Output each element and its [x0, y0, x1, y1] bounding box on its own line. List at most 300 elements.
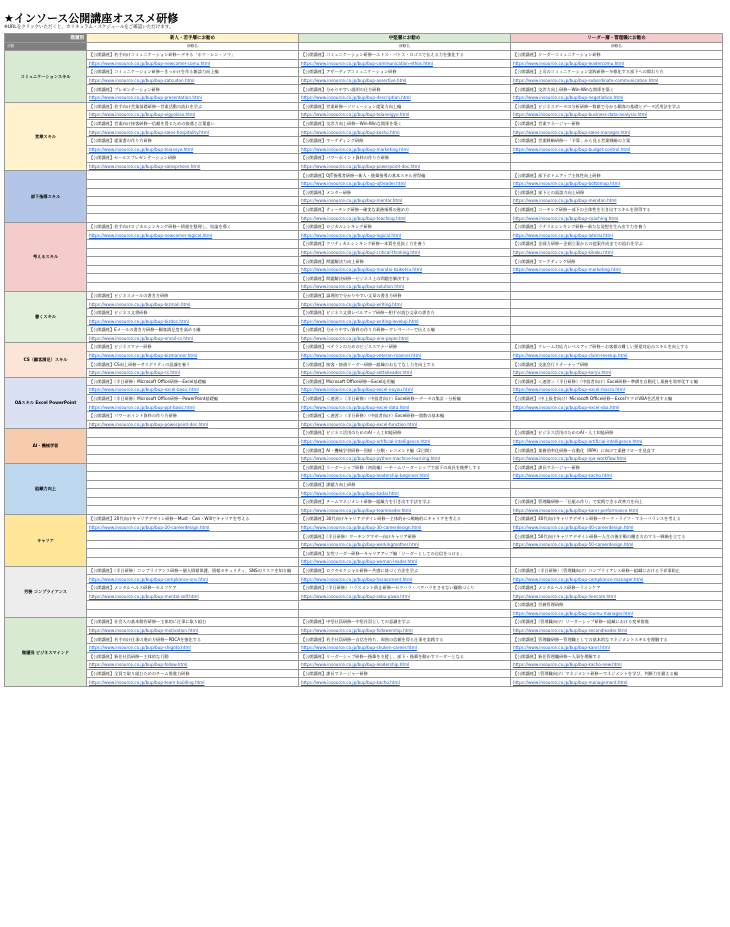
- table-row: [5, 626, 723, 635]
- course-link[interactable]: https://www.insource.co.jp/bup/bup-excel-vba.html: [511, 403, 723, 412]
- course-name: [87, 497, 299, 506]
- course-link[interactable]: https://www.insource.co.jp/bup/bup-newcomer-comu.html: [87, 59, 299, 68]
- course-name: [87, 274, 299, 283]
- course-name: 【公開講座】コーチング研修～部下の主体性を引き出すスキルを習得する: [511, 205, 723, 214]
- table-row: [5, 128, 723, 137]
- course-link[interactable]: https://www.insource.co.jp/bup/bup-negotiation.html: [511, 93, 723, 102]
- course-link: [87, 609, 299, 618]
- course-name: 【公開講座】ビジネスデータの分析研修～数値で分かる顧客の基礎とデータ活用法を学ぶ: [511, 102, 723, 111]
- training-table-body: [5, 34, 723, 687]
- table-row: [5, 308, 723, 317]
- table-row: [5, 609, 723, 618]
- table-row: [5, 197, 723, 206]
- course-link[interactable]: https://www.insource.co.jp/bup/bup-excel-ouyou.html: [299, 386, 511, 395]
- course-link[interactable]: https://www.insource.co.jp/bup/bup-harassment.html: [299, 575, 511, 584]
- table-row: [5, 403, 723, 412]
- course-name: [87, 240, 299, 249]
- course-link[interactable]: https://www.insource.co.jp/bup/bup-kacho.html: [299, 678, 511, 687]
- course-link[interactable]: https://www.insource.co.jp/bup/bup-subordinate-communication.html: [511, 76, 723, 85]
- course-link: [87, 437, 299, 446]
- course-name: 【公開講座】＜速習＞（半日研修）（中級者向け）Excel研修～準備を自動化し業務を効率化する編: [511, 377, 723, 386]
- table-row: [5, 446, 723, 455]
- table-row: [5, 386, 723, 395]
- course-link[interactable]: https://www.insource.co.jp/bup/bup-lateral.html: [511, 231, 723, 240]
- course-link: [511, 300, 723, 309]
- course-link: [87, 265, 299, 274]
- course-name: 【公開講座】営業戦略研修～「予算」から見る営業戦略の立案: [511, 136, 723, 145]
- course-link[interactable]: https://www.insource.co.jp/bup/bup-presentation.html: [87, 93, 299, 102]
- course-name: [87, 480, 299, 489]
- course-name: 【公開講座】ビジネス活用のためのAI・人工知能研修: [299, 429, 511, 438]
- table-row: [5, 643, 723, 652]
- course-link[interactable]: https://www.insource.co.jp/bup/bup-coaching.html: [511, 214, 723, 223]
- course-link: [87, 283, 299, 292]
- table-row: [5, 102, 723, 111]
- course-link: [87, 506, 299, 515]
- course-name: 【公開講座】ビジネス文書研修: [87, 308, 299, 317]
- course-link[interactable]: https://www.insource.co.jp/bup/bup-40-careerdesign.html: [511, 523, 723, 532]
- course-link[interactable]: https://www.insource.co.jp/bup/bup-mondai-kaiketsu.html: [299, 265, 511, 274]
- course-name: 【公開講座】提案書の作り方研修: [87, 136, 299, 145]
- table-row: [5, 661, 723, 670]
- course-name: 【公開講座】リーダーシップ研修～後輩を支援し、部下・後輩を動かすリーダーとなる: [299, 652, 511, 661]
- table-row: [5, 334, 723, 343]
- table-row: [5, 154, 723, 163]
- header-leader: リーダー層・管理職にお勧め: [511, 34, 723, 43]
- table-row: [5, 506, 723, 515]
- course-link[interactable]: https://www.insource.co.jp/bup/bup-kanri.html: [511, 643, 723, 652]
- course-name: 【公開講座】＜速習＞（半日研修）（中級者向け）Excel研修～関数の基本編: [299, 411, 511, 420]
- course-name: [87, 463, 299, 472]
- course-name: 【公開講座】ビジネス活用のためのAI・人工知能研修: [511, 429, 723, 438]
- course-name: [87, 549, 299, 558]
- course-name: [511, 291, 723, 300]
- course-name: 【公開講座】セールスプレゼンテーション研修: [87, 154, 299, 163]
- course-link[interactable]: https://www.insource.co.jp/bup/bup-logical.html: [299, 231, 511, 240]
- table-row: [5, 76, 723, 85]
- course-link[interactable]: https://www.insource.co.jp/bup/bup-bizdoc.html: [87, 317, 299, 326]
- course-name: 【公開講座】交渉力向上研修～Win-Winな関係を築く: [299, 119, 511, 128]
- course-link[interactable]: https://www.insource.co.jp/bup/bup-woman-leader.html: [299, 558, 511, 567]
- table-row: [5, 300, 723, 309]
- course-link[interactable]: https://www.insource.co.jp/bup/bup-leadercomu.html: [511, 59, 723, 68]
- course-link[interactable]: https://www.insource.co.jp/bup/bup-workingmother.html: [299, 540, 511, 549]
- course-name: [511, 411, 723, 420]
- course-link[interactable]: https://www.insource.co.jp/bup/bup-teamleader.html: [299, 506, 511, 515]
- course-link[interactable]: https://www.insource.co.jp/bup/bup-follow.html: [87, 661, 299, 670]
- course-name: 【公開講座】（半日研修）（管理職向け）コンプライアンス研修～組織における不祥事防止: [511, 566, 723, 575]
- course-link[interactable]: https://www.insource.co.jp/bup/bup-kadai.html: [299, 489, 511, 498]
- course-link[interactable]: https://www.insource.co.jp/bup/bup-management.html: [511, 678, 723, 687]
- table-row: [5, 162, 723, 171]
- course-link[interactable]: https://www.insource.co.jp/bup/bup-kacho-new.html: [511, 661, 723, 670]
- course-name: 【公開講座】交渉力向上研修～Win-Winな関係を築く: [511, 85, 723, 94]
- course-link: [511, 558, 723, 567]
- course-name: [511, 480, 723, 489]
- course-link[interactable]: https://www.insource.co.jp/bup/bup-kacho.html: [511, 472, 723, 481]
- course-link: [511, 489, 723, 498]
- course-link[interactable]: https://www.insource.co.jp/bup/bup-rpa-workflow.html: [511, 454, 723, 463]
- course-name: [511, 549, 723, 558]
- table-row: [5, 222, 723, 231]
- course-name: 【公開講座】パワーポイント資料の作り方研修: [87, 411, 299, 420]
- course-link[interactable]: https://www.insource.co.jp/bup/bup-description.html: [299, 93, 511, 102]
- table-row: [5, 111, 723, 120]
- course-name: [511, 326, 723, 335]
- course-link[interactable]: https://www.insource.co.jp/bup/bup-claim-levelup.html: [511, 351, 723, 360]
- course-link[interactable]: https://www.insource.co.jp/bup/bup-sales-hospitality.html: [87, 128, 299, 137]
- course-link[interactable]: https://www.insource.co.jp/bup/bup-team-building.html: [87, 678, 299, 687]
- table-row: [5, 429, 723, 438]
- table-row: [5, 540, 723, 549]
- table-row: [5, 351, 723, 360]
- course-name: 【公開講座】交流会行リテーナップ研修: [511, 360, 723, 369]
- course-name: 【公開講座】論理的で分かりやすい文章の書き方研修: [299, 291, 511, 300]
- course-link: [299, 609, 511, 618]
- table-row: [5, 291, 723, 300]
- course-link[interactable]: https://www.insource.co.jp/bup/bup-powerpoint-doc.html: [299, 162, 511, 171]
- course-name: 【公開講座】クリティカルシンキング研修～本質を見抜く力を養う: [299, 240, 511, 249]
- course-link[interactable]: https://www.insource.co.jp/bup/bup-salespresen.html: [87, 162, 299, 171]
- table-row: [5, 274, 723, 283]
- table-row: [5, 575, 723, 584]
- course-name: 【公開講座】ロジカルシンキング研修: [299, 222, 511, 231]
- header-corner: 階層別: [5, 34, 87, 43]
- course-link: [87, 489, 299, 498]
- category-cell: 労務 コンプライアンス: [5, 566, 87, 618]
- header-midlevel: 中堅層にお勧め: [299, 34, 511, 43]
- category-cell: 考えるスキル: [5, 222, 87, 291]
- course-link[interactable]: https://www.insource.co.jp/bup/bup-artificial-intelligence.html: [299, 437, 511, 446]
- course-name: 【公開講座】分かりやすい資料の作り方研修～ワンペーパーで伝える編: [299, 326, 511, 335]
- course-link[interactable]: https://www.insource.co.jp/bup/bup-one-paper.html: [299, 334, 511, 343]
- table-row: [5, 240, 723, 249]
- course-name: [87, 205, 299, 214]
- table-row: [5, 265, 723, 274]
- course-link[interactable]: https://www.insource.co.jp/bup/bup-leadership-beginner.html: [299, 472, 511, 481]
- course-name: 【公開講座】20代向けキャリアデザイン研修～Must・Can・Willでキャリアを考える: [87, 515, 299, 524]
- course-link[interactable]: https://www.insource.co.jp/bup/bup-email-cs.html: [87, 334, 299, 343]
- table-row: [5, 549, 723, 558]
- course-name: 【公開講座】営業研修～ソリューション提案力向上編: [299, 102, 511, 111]
- course-link[interactable]: https://www.insource.co.jp/bup/bup-mendan.html: [511, 197, 723, 206]
- course-name: 【公開講座】コミュニケーション研修～エトス・パトス・ロゴスで伝える力を強化する: [299, 51, 511, 60]
- table-row: [5, 583, 723, 592]
- course-link[interactable]: https://www.insource.co.jp/bup/bup-ppt-basic.html: [87, 403, 299, 412]
- course-link[interactable]: https://www.insource.co.jp/bup/bup-30-careerdesign.html: [299, 523, 511, 532]
- course-name: 【公開講座】社会人の基本動作研修～主体的に仕事に取り組む: [87, 618, 299, 627]
- course-link[interactable]: https://www.insource.co.jp/bup/bup-mentor.html: [299, 197, 511, 206]
- course-link[interactable]: https://www.insource.co.jp/bup/bup-shigoto.html: [87, 643, 299, 652]
- category-cell: キャリア: [5, 515, 87, 567]
- course-link: [87, 179, 299, 188]
- course-name: 【公開講座】部下ボトムアップ主体性向上研修: [511, 171, 723, 180]
- course-name: 【公開講座】営業向け接客研修～信頼を得るための接遇と言葉遣い: [87, 119, 299, 128]
- course-link[interactable]: https://www.insource.co.jp/bup/bup-teianeigyo.html: [299, 111, 511, 120]
- table-row: [5, 515, 723, 524]
- category-cell: AI・機械学習: [5, 429, 87, 463]
- course-link[interactable]: https://www.insource.co.jp/bup/bup-settaileader.html: [299, 368, 511, 377]
- table-row: [5, 145, 723, 154]
- course-name: 【公開講座】ビジネスメールの書き方研修: [87, 291, 299, 300]
- course-name: 【公開講座】Eメールの書き方研修～顧客満足度を高める編: [87, 326, 299, 335]
- category-cell: 階層別 ビジネスマインド: [5, 618, 87, 687]
- course-link[interactable]: https://www.insource.co.jp/bup/bup-excel-macro.html: [511, 386, 723, 395]
- course-link[interactable]: https://www.insource.co.jp/bup/bup-business-data-analysis.html: [511, 111, 723, 120]
- course-name: 【公開講座】業務効率化研修～自動化（RPA）に向けて業務フローを見直す: [511, 446, 723, 455]
- course-name: 【公開講座】上司のコミュニケーション実践研修～多様化する部下への関わり方: [511, 68, 723, 77]
- course-link[interactable]: https://www.insource.co.jp/bup/bup-kosho.html: [299, 128, 511, 137]
- course-link[interactable]: https://www.insource.co.jp/bup/bup-bizmanner.html: [87, 351, 299, 360]
- table-row: [5, 454, 723, 463]
- table-row: [5, 136, 723, 145]
- course-link[interactable]: https://www.insource.co.jp/bup/bup-solution.html: [299, 283, 511, 292]
- course-link[interactable]: https://www.insource.co.jp/bup/bup-excel-function.html: [299, 420, 511, 429]
- category-cell: 営業スキル: [5, 102, 87, 171]
- course-name: 【公開講座】メンター研修: [299, 188, 511, 197]
- course-link[interactable]: https://www.insource.co.jp/bup/bup-eigyokiso.html: [87, 111, 299, 120]
- course-link[interactable]: https://www.insource.co.jp/bup/bup-compliance-sns.html: [87, 575, 299, 584]
- course-name: 【公開講座】管理職研修～「仕組み作り」で実践できる改善力を向上: [511, 497, 723, 506]
- course-link[interactable]: https://www.insource.co.jp/bup/bup-followership.html: [299, 626, 511, 635]
- category-cell: OAスキル Excel PowerPoint: [5, 377, 87, 429]
- table-row: [5, 231, 723, 240]
- course-link[interactable]: https://www.insource.co.jp/bup/bup-compliance-manager.html: [511, 575, 723, 584]
- category-cell: CS（顧客満足）スキル: [5, 343, 87, 377]
- category-cell: 部下指導スキル: [5, 171, 87, 223]
- course-link[interactable]: https://www.insource.co.jp/bup/bup-bizmail.html: [87, 300, 299, 309]
- table-row: [5, 188, 723, 197]
- table-row: [5, 59, 723, 68]
- course-link[interactable]: https://www.insource.co.jp/bup/bup-communication-ethos.html: [299, 59, 511, 68]
- course-name: 【公開講座】クレーム対応力レベルアップ研修～お客様の難しい要望対応のスキルを向上する: [511, 343, 723, 352]
- course-name: 【公開講座】企画力研修～企画立案からの提案作成までの流れを学ぶ: [511, 240, 723, 249]
- training-table: [4, 33, 723, 687]
- course-link[interactable]: https://www.insource.co.jp/bup/bup-teaching.html: [299, 214, 511, 223]
- table-row: [5, 171, 723, 180]
- table-row: [5, 566, 723, 575]
- course-link[interactable]: https://www.insource.co.jp/bup/bup-kanri-performance.html: [511, 506, 723, 515]
- table-row: [5, 179, 723, 188]
- table-row: [5, 497, 723, 506]
- course-link[interactable]: https://www.insource.co.jp/bup/bup-marketing.html: [299, 145, 511, 154]
- course-link[interactable]: https://www.insource.co.jp/bup/bup-shuken-career.html: [299, 643, 511, 652]
- course-link: [511, 283, 723, 292]
- table-row: [5, 472, 723, 481]
- course-link[interactable]: https://www.insource.co.jp/bup/bup-excel-basic.html: [87, 386, 299, 395]
- course-link: [87, 197, 299, 206]
- course-name: 【公開講座】リーダーコミュニケーション研修: [511, 51, 723, 60]
- course-name: 【公開講座】問題解決研修～ビジネス上の問題を解決する: [299, 274, 511, 283]
- course-link: [511, 317, 723, 326]
- course-link[interactable]: https://www.insource.co.jp/bup/bup-teiansyo.html: [87, 145, 299, 154]
- course-name: [511, 308, 723, 317]
- course-name: 【公開講座】課長マネージャー研修: [511, 463, 723, 472]
- course-name: 【公開講座】課題力向上研修: [299, 480, 511, 489]
- table-row: [5, 257, 723, 266]
- course-link: [87, 472, 299, 481]
- course-link: [87, 558, 299, 567]
- page-title: ★インソース公開講座オススメ研修: [4, 12, 179, 25]
- table-row: [5, 532, 723, 541]
- table-row: [5, 214, 723, 223]
- course-link: [511, 162, 723, 171]
- course-link[interactable]: https://www.insource.co.jp/bup/bup-secondleader.html: [511, 626, 723, 635]
- table-row: [5, 669, 723, 678]
- course-name: 【公開講座】メンタルヘルス研修～ラインケア: [511, 583, 723, 592]
- course-link[interactable]: https://www.insource.co.jp/bup/bup-50-careerdesign.html: [511, 540, 723, 549]
- course-link[interactable]: https://www.insource.co.jp/bup/bup-powerpoint-doc.html: [87, 420, 299, 429]
- category-cell: コミュニケーションスキル: [5, 51, 87, 103]
- course-link[interactable]: https://www.insource.co.jp/bup/bup-artificial-intelligence.html: [511, 437, 723, 446]
- table-row: [5, 618, 723, 627]
- course-link: [511, 420, 723, 429]
- table-row: [5, 635, 723, 644]
- course-link[interactable]: https://www.insource.co.jp/bup/bup-python-machine-learning.html: [299, 454, 511, 463]
- course-link[interactable]: https://www.insource.co.jp/bup/bup-cs.html: [87, 368, 299, 377]
- course-link[interactable]: https://www.insource.co.jp/bup/bup-20-careerdesign.html: [87, 523, 299, 532]
- course-name: 【公開講座】（半日研修）ワーキングマザー向けキャリア研修: [299, 532, 511, 541]
- course-name: 【公開講座】課長マネージャー研修: [299, 669, 511, 678]
- course-name: 【公開講座】（半日研修）Microsoft Office研修～Excel基礎編: [87, 377, 299, 386]
- table-row: [5, 368, 723, 377]
- table-row: [5, 326, 723, 335]
- table-row: [5, 678, 723, 687]
- course-name: 【公開講座】若手向けコミュニケーション研修～デキる「ホウ・レン・ソウ」: [87, 51, 299, 60]
- subheader-corner: 分類: [5, 43, 87, 51]
- course-name: 【公開講座】Microsoft Office研修～Excel応用編: [299, 377, 511, 386]
- table-row: [5, 317, 723, 326]
- course-name: 【公開講座】パワーポイント資料の作り方研修: [299, 154, 511, 163]
- table-row: [5, 205, 723, 214]
- course-link[interactable]: https://www.insource.co.jp/bup/bup-bottomup.html: [511, 179, 723, 188]
- course-link: [87, 214, 299, 223]
- course-name: 【公開講座】新任管理職研修～人事を理解する: [511, 652, 723, 661]
- course-link[interactable]: https://www.insource.co.jp/bup/bup-kikaku.html: [511, 248, 723, 257]
- course-link[interactable]: https://www.insource.co.jp/bup/bup-koryu.html: [511, 368, 723, 377]
- course-link[interactable]: https://www.insource.co.jp/bup/bup-roumu-manager.html: [511, 609, 723, 618]
- table-row: [5, 85, 723, 94]
- table-row: [5, 283, 723, 292]
- course-name: 【公開講座】（管理職向け）マネジメント研修～マネジメントを学び、判断力を鍛える編: [511, 669, 723, 678]
- course-name: 【公開講座】チームマネジメント研修～組織力を引き出す手法を学ぶ: [299, 497, 511, 506]
- course-name: [299, 601, 511, 610]
- course-name: 【公開講座】分かりやすい説明の仕方研修: [299, 85, 511, 94]
- category-cell: 組織力向上: [5, 463, 87, 515]
- table-row: [5, 489, 723, 498]
- course-name: 【公開講座】（半日研修）ハラスメント防止研修～セクハラ・パワハラをさせない職場づくり: [299, 583, 511, 592]
- course-name: 【公開講座】ビジネス文書レベルアップ研修～相手が読む文章の書き方: [299, 308, 511, 317]
- header-row: [5, 34, 723, 43]
- course-link[interactable]: https://www.insource.co.jp/bup/bup-leadership.html: [299, 661, 511, 670]
- course-name: 【公開講座】新任社員研修～主体的な行動: [87, 652, 299, 661]
- course-link[interactable]: https://www.insource.co.jp/bup/bup-mental-self.html: [87, 592, 299, 601]
- table-row: [5, 411, 723, 420]
- table-row: [5, 463, 723, 472]
- course-name: [87, 188, 299, 197]
- course-link[interactable]: https://www.insource.co.jp/bup/bup-marketing.html: [511, 265, 723, 274]
- course-link: [87, 540, 299, 549]
- course-link[interactable]: https://www.insource.co.jp/bup/bup-linecare.html: [511, 592, 723, 601]
- course-name: [87, 429, 299, 438]
- course-name: 【公開講座】労務管理研修: [511, 601, 723, 610]
- course-link[interactable]: https://www.insource.co.jp/bup/bup-excel-data.html: [299, 403, 511, 412]
- course-name: [511, 154, 723, 163]
- course-name: 【公開講座】コミュニケーション研修～きっかけを作る雑談力向上編: [87, 68, 299, 77]
- course-name: 【公開講座】マーケティング研修: [511, 257, 723, 266]
- course-name: [87, 532, 299, 541]
- course-link[interactable]: https://www.insource.co.jp/bup/bup-critical-thinking.html: [299, 248, 511, 257]
- table-row: [5, 480, 723, 489]
- course-link[interactable]: https://www.insource.co.jp/bup/bup-budget-control.html: [511, 145, 723, 154]
- course-link[interactable]: https://www.insource.co.jp/bup/bup-seku-pawa.html: [299, 592, 511, 601]
- subheader-col2: 研修名: [299, 43, 511, 51]
- course-name: 【公開講座】（半日研修）コンプライアンス研修～個人情報保護、情報セキュリティ、SNSのリスクを知る編: [87, 566, 299, 575]
- course-name: 【公開講座】若手社員研修～自信を持ち、周囲の信頼を得る仕事を実践する: [299, 635, 511, 644]
- course-link[interactable]: https://www.insource.co.jp/bup/bup-ojtleader.html: [299, 179, 511, 188]
- table-row: [5, 68, 723, 77]
- course-link[interactable]: https://www.insource.co.jp/bup/bup-zatsudan.html: [87, 76, 299, 85]
- course-name: 【公開講座】40代向けキャリアデザイン研修～ワーク・ライフ・マネーバランスを考える: [511, 515, 723, 524]
- course-name: [87, 257, 299, 266]
- table-row: [5, 523, 723, 532]
- course-name: 【公開講座】中堅社員研修～中堅社員としての意識を学ぶ: [299, 618, 511, 627]
- course-link[interactable]: https://www.insource.co.jp/bup/bup-sales-manager.html: [511, 128, 723, 137]
- course-name: 【公開講座】プレゼンテーション研修: [87, 85, 299, 94]
- table-row: [5, 343, 723, 352]
- page-subtitle: ※URLをクリックいただくと、カリキュラム・スケジュールをご確認いただけます。: [4, 25, 174, 30]
- header-newcomer: 新人・若手層にお勧め: [87, 34, 299, 43]
- course-name: 【公開講座】OJT指導者研修～新人・後輩指導の基本スキル習得編: [299, 171, 511, 180]
- table-row: [5, 119, 723, 128]
- course-name: 【公開講座】ロクタセクシャル研修～共感に基づく方法を学ぶ: [299, 566, 511, 575]
- course-name: 【公開講座】ベテランのためのビジネスマナー研修: [299, 343, 511, 352]
- course-name: 【公開講座】（管理職向け）リーダーシップ研修～組織における変革推進: [511, 618, 723, 627]
- course-name: 【公開講座】リーダーシップ研修（初級編）～チームリーダーシップで部下の成長を後押しする: [299, 463, 511, 472]
- course-name: 【公開講座】全員で取り組むためのチーム推進力研修: [87, 669, 299, 678]
- course-name: 【公開講座】管理職研修～管理職としての基本的なマネジメントスキルを理解する: [511, 635, 723, 644]
- subheader-row: [5, 43, 723, 51]
- subheader-col3: 研修名: [511, 43, 723, 51]
- course-name: 【公開講座】アサーティブコミュニケーション研修: [299, 68, 511, 77]
- course-name: 【公開講座】50代向けキャリアデザイン研修～人生の後半戦の働き方のマネー戦略を立てる: [511, 532, 723, 541]
- course-link: [87, 454, 299, 463]
- table-row: [5, 437, 723, 446]
- course-name: 【公開講座】若手向け仕事の進め方研修～PDCAを強化する: [87, 635, 299, 644]
- course-name: [87, 171, 299, 180]
- course-link[interactable]: https://www.insource.co.jp/bup/bup-motivation.html: [87, 626, 299, 635]
- category-cell: 書くスキル: [5, 291, 87, 343]
- course-link[interactable]: https://www.insource.co.jp/bup/bup-writing.html: [299, 300, 511, 309]
- table-row: [5, 558, 723, 567]
- course-name: 【公開講座】＜速習＞（半日研修）（中級者向け）Excel研修～データの集計・分析編: [299, 394, 511, 403]
- course-link[interactable]: https://www.insource.co.jp/bup/bup-assertive.html: [299, 76, 511, 85]
- course-link[interactable]: https://www.insource.co.jp/bup/bup-writing-levelup.html: [299, 317, 511, 326]
- course-name: 【公開講座】（中上級者向け）Microsoft Office研修～ExcelマクロVBAを活用する編: [511, 394, 723, 403]
- course-name: 【公開講座】女性リーダー研修～キャリアアップ編「リーダーとしての自信をつける」: [299, 549, 511, 558]
- course-link[interactable]: https://www.insource.co.jp/bup/bup-veteran-manner.html: [299, 351, 511, 360]
- course-name: 【公開講座】CS向上研修～サスデリティの意識を養う: [87, 360, 299, 369]
- course-name: 【公開講座】マーケティング研修: [299, 136, 511, 145]
- table-row: [5, 93, 723, 102]
- course-name: 【公開講座】AI・機械学習研修～回帰・分類・レコメンド編（2日間）: [299, 446, 511, 455]
- course-name: 【公開講座】ラテラルシンキング研修～新たな発想を生み出す力を養う: [511, 222, 723, 231]
- course-link[interactable]: https://www.insource.co.jp/bup/bup-newcomer-logical.html: [87, 231, 299, 240]
- table-row: [5, 248, 723, 257]
- course-name: 【公開講座】メンタルヘルス研修～セルフケア: [87, 583, 299, 592]
- course-name: 【公開講座】30代向けキャリアデザイン研修～主体的かつ戦略的にキャリアを考える: [299, 515, 511, 524]
- course-name: 【公開講座】ティーチング研修～確実な業務指導の進め方: [299, 205, 511, 214]
